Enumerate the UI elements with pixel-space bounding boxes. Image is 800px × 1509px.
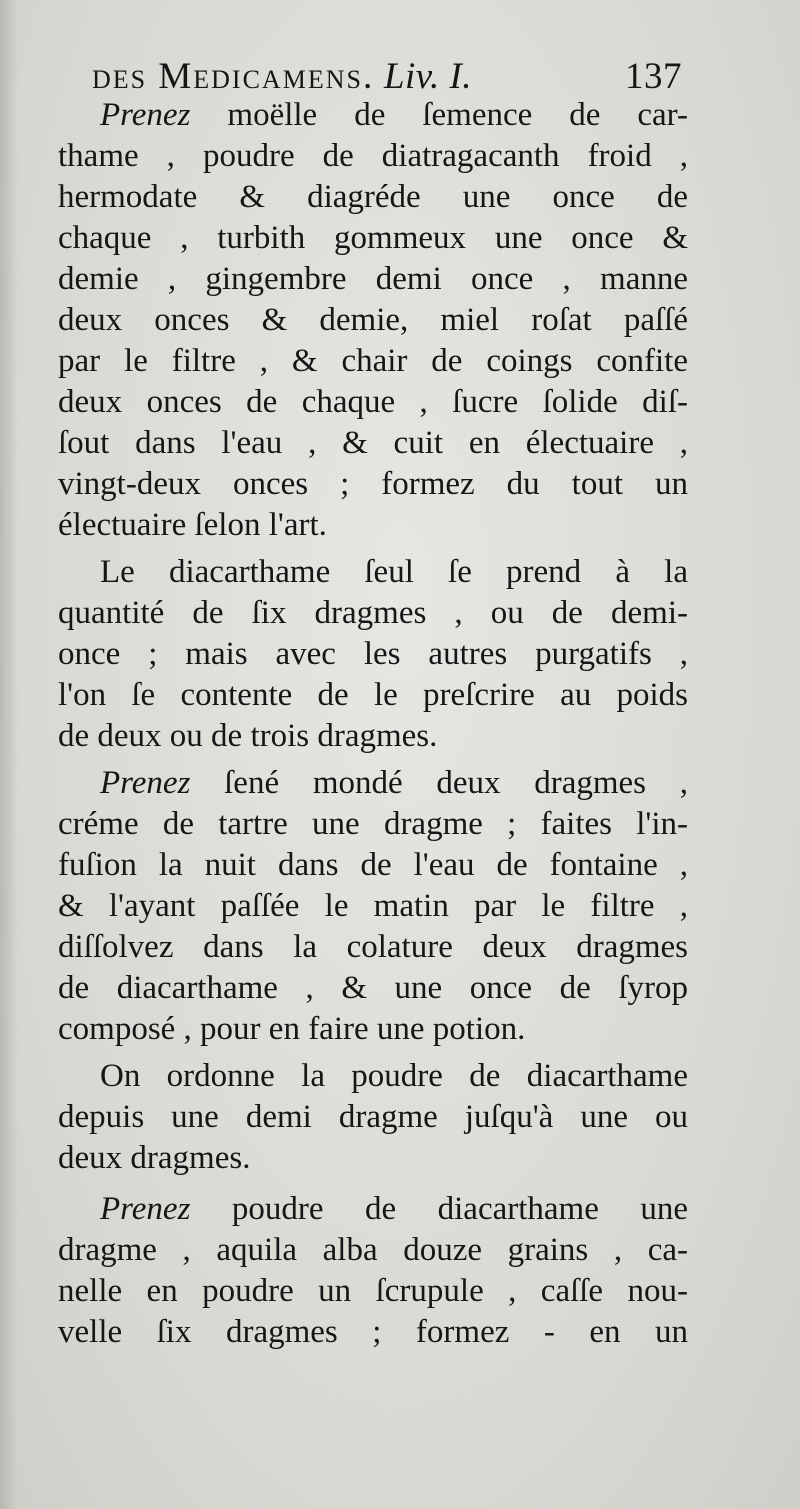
text-line: demie , gingembre demi once , manne [58, 261, 688, 297]
text-line: diſſolvez dans la colature deux dragmes [58, 929, 688, 965]
text-line: nelle en poudre un ſcrupule , caſſe nou- [58, 1273, 688, 1309]
text-line: fuſion la nuit dans de l'eau de fontaine , [58, 847, 688, 883]
text-line: vingt-deux onces ; formez du tout un [58, 466, 688, 502]
text-line: hermodate & diagréde une once de [58, 179, 688, 215]
text-line: & l'ayant paſſée le matin par le filtre , [58, 888, 688, 924]
text-line: On ordonne la poudre de diacarthame [100, 1058, 688, 1094]
text-line: Le diacarthame ſeul ſe prend à la [100, 554, 688, 590]
text-line: Prenez ſené mondé deux dragmes , [100, 765, 688, 801]
paragraph-recipe-1 [58, 95, 688, 546]
page-number: 137 [625, 56, 682, 97]
body-text [58, 95, 688, 1353]
text-line: Prenez moëlle de ſemence de car- [100, 97, 688, 133]
text-line: deux onces de chaque , ſucre ſolide diſ- [58, 384, 688, 420]
paragraph-dosage-2 [58, 1056, 688, 1179]
book-number: Liv. I. [383, 56, 473, 97]
spine-shadow [0, 0, 18, 1509]
text-line: velle ſix dragmes ; formez - en un [58, 1314, 688, 1350]
paragraph-recipe-2 [58, 763, 688, 1050]
text-line: thame , poudre de diatragacanth froid , [58, 138, 688, 174]
text-line: de diacarthame , & une once de ſyrop [58, 970, 688, 1006]
paragraph-recipe-3 [58, 1189, 688, 1353]
text-line: de deux ou de trois dragmes. [58, 718, 438, 754]
running-title: des Medicamens. [92, 56, 375, 97]
text-line: once ; mais avec les autres purgatifs , [58, 636, 688, 672]
paragraph-dosage-1 [58, 552, 688, 757]
text-line: dragme , aquila alba douze grains , ca- [58, 1232, 688, 1268]
text-line: quantité de ſix dragmes , ou de demi- [58, 595, 688, 631]
text-line: ſout dans l'eau , & cuit en électuaire , [58, 425, 688, 461]
text-line: deux dragmes. [58, 1140, 251, 1176]
text-line: depuis une demi dragme juſqu'à une ou [58, 1099, 688, 1135]
text-line: deux onces & demie, miel roſat paſſé [58, 302, 688, 338]
text-line: l'on ſe contente de le preſcrire au poids [58, 677, 688, 713]
text-line: chaque , turbith gommeux une once & [58, 220, 688, 256]
text-line: composé , pour en faire une potion. [58, 1011, 526, 1047]
text-line: créme de tartre une dragme ; faites l'in- [58, 806, 688, 842]
text-line: par le filtre , & chair de coings confite [58, 343, 688, 379]
text-line: électuaire ſelon l'art. [58, 507, 327, 543]
text-line: Prenez poudre de diacarthame une [100, 1191, 688, 1227]
